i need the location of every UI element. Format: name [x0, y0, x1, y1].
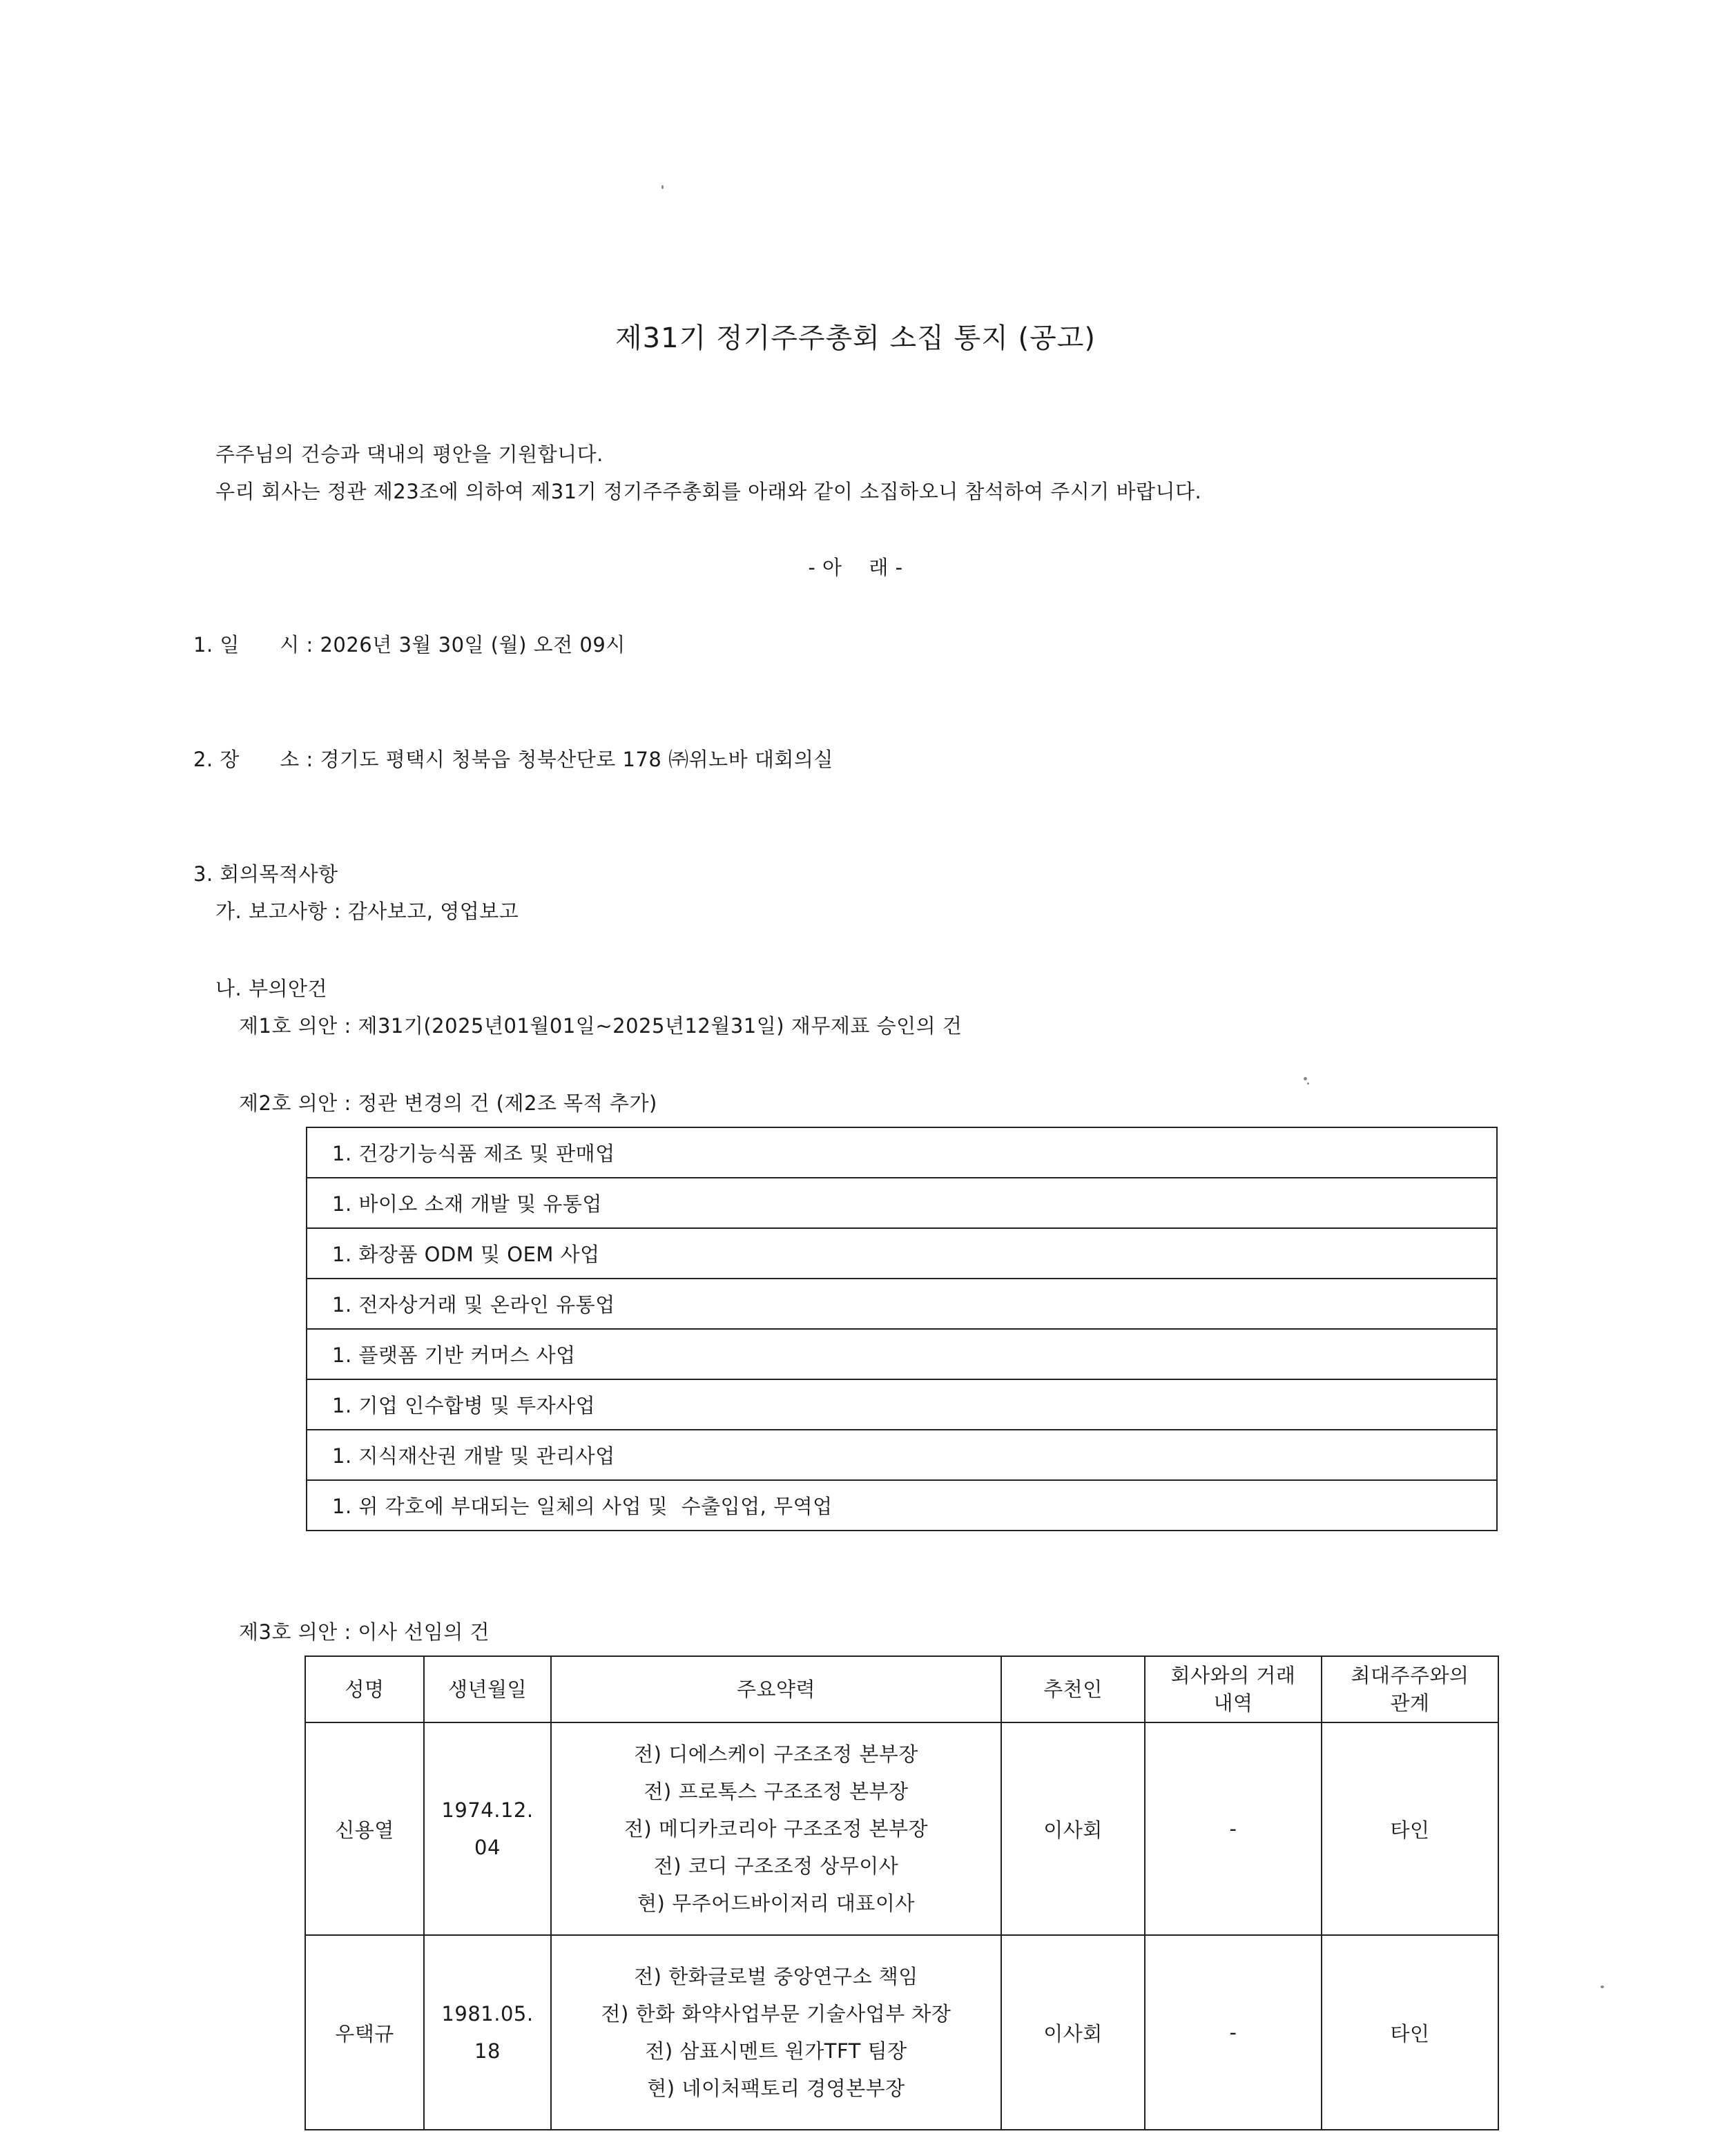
career-line: 전) 한화 화약사업부문 기술사업부 차장	[601, 2002, 951, 2026]
datetime-value: 2026년 3월 30일 (월) 오전 09시	[320, 633, 626, 657]
header-transactions: 회사와의 거래 내역	[1145, 1656, 1322, 1722]
table-row	[305, 1722, 1498, 1935]
career-line: 전) 삼표시멘트 원가TFT 팀장	[645, 2039, 907, 2063]
scan-speck	[1307, 1082, 1309, 1085]
page-title: 제31기 정기주주총회 소집 통지 (공고)	[615, 322, 1096, 354]
place-item	[193, 744, 833, 773]
career-line: 전) 한화글로벌 중앙연구소 책임	[634, 1965, 918, 1988]
candidate-transactions: -	[1145, 1722, 1322, 1935]
candidate-name: 신용열	[305, 1722, 424, 1935]
amendment-item: 1. 건강기능식품 제조 및 판매업	[307, 1127, 1497, 1178]
table-row	[305, 1935, 1498, 2130]
amendment-item: 1. 전자상거래 및 온라인 유통업	[307, 1279, 1497, 1329]
candidate-career	[551, 1722, 1001, 1935]
header-birth: 생년월일	[424, 1656, 551, 1722]
place-label: 2. 장 소 :	[193, 748, 313, 771]
header-relation: 최대주주와의 관계	[1322, 1656, 1498, 1722]
candidate-recommender: 이사회	[1001, 1935, 1145, 2130]
career-line: 전) 디에스케이 구조조정 본부장	[634, 1742, 918, 1766]
amendment-item: 1. 화장품 ODM 및 OEM 사업	[307, 1228, 1497, 1279]
candidate-transactions: -	[1145, 1935, 1322, 2130]
report-items: 가. 보고사항 : 감사보고, 영업보고	[215, 900, 519, 923]
amendment-row	[307, 1430, 1497, 1480]
datetime-item	[193, 630, 626, 658]
header-career: 주요약력	[551, 1656, 1001, 1722]
career-line: 현) 무주어드바이저리 대표이사	[637, 1892, 915, 1915]
career-line: 현) 네이처팩토리 경영본부장	[647, 2077, 905, 2100]
proposal-3: 제3호 의안 : 이사 선임의 건	[239, 1620, 490, 1644]
candidate-recommender: 이사회	[1001, 1722, 1145, 1935]
notice-marker: - 아 래 -	[808, 556, 903, 579]
director-candidates-table	[304, 1655, 1499, 2130]
career-line: 전) 메디카코리아 구조조정 본부장	[624, 1817, 929, 1841]
proposal-2: 제2호 의안 : 정관 변경의 건 (제2조 목적 추가)	[239, 1091, 657, 1115]
resolutions-heading: 나. 부의안건	[215, 977, 328, 1000]
amendment-item: 1. 바이오 소재 개발 및 유통업	[307, 1178, 1497, 1228]
table-header-row	[305, 1656, 1498, 1722]
candidate-career	[551, 1935, 1001, 2130]
proposal-1: 제1호 의안 : 제31기(2025년01월01일~2025년12월31일) 재무제표 승인의 건	[239, 1014, 963, 1038]
candidate-relation: 타인	[1322, 1722, 1498, 1935]
candidate-name: 우택규	[305, 1935, 424, 2130]
articles-amendment-table	[306, 1127, 1498, 1531]
place-value: 경기도 평택시 청북읍 청북산단로 178 ㈜위노바 대회의실	[320, 748, 833, 771]
greeting-line-2: 우리 회사는 정관 제23조에 의하여 제31기 정기주주총회를 아래와 같이 소집하오니 참석하여 주시기 바랍니다.	[215, 480, 1202, 503]
candidate-relation: 타인	[1322, 1935, 1498, 2130]
candidate-birth: 1981.05. 18	[424, 1935, 551, 2130]
amendment-item: 1. 위 각호에 부대되는 일체의 사업 및 수출입업, 무역업	[307, 1480, 1497, 1531]
header-name: 성명	[305, 1656, 424, 1722]
amendment-row	[307, 1379, 1497, 1430]
datetime-label: 1. 일 시 :	[193, 633, 313, 657]
amendment-row	[307, 1279, 1497, 1329]
career-line: 전) 프로톡스 구조조정 본부장	[644, 1780, 909, 1803]
candidate-birth: 1974.12. 04	[424, 1722, 551, 1935]
amendment-row	[307, 1480, 1497, 1531]
amendment-row	[307, 1178, 1497, 1228]
amendment-item: 1. 플랫폼 기반 커머스 사업	[307, 1329, 1497, 1379]
amendment-row	[307, 1127, 1497, 1178]
greeting-line-1: 주주님의 건승과 댁내의 평안을 기원합니다.	[215, 443, 603, 466]
career-line: 전) 코디 구조조정 상무이사	[653, 1854, 899, 1878]
header-recommender: 추천인	[1001, 1656, 1145, 1722]
scan-speck	[1601, 1985, 1604, 1988]
agenda-heading: 3. 회의목적사항	[193, 862, 338, 886]
amendment-item: 1. 지식재산권 개발 및 관리사업	[307, 1430, 1497, 1480]
scan-speck	[661, 185, 664, 189]
amendment-row	[307, 1228, 1497, 1279]
scan-speck	[1304, 1077, 1307, 1080]
amendment-item: 1. 기업 인수합병 및 투자사업	[307, 1379, 1497, 1430]
amendment-row	[307, 1329, 1497, 1379]
